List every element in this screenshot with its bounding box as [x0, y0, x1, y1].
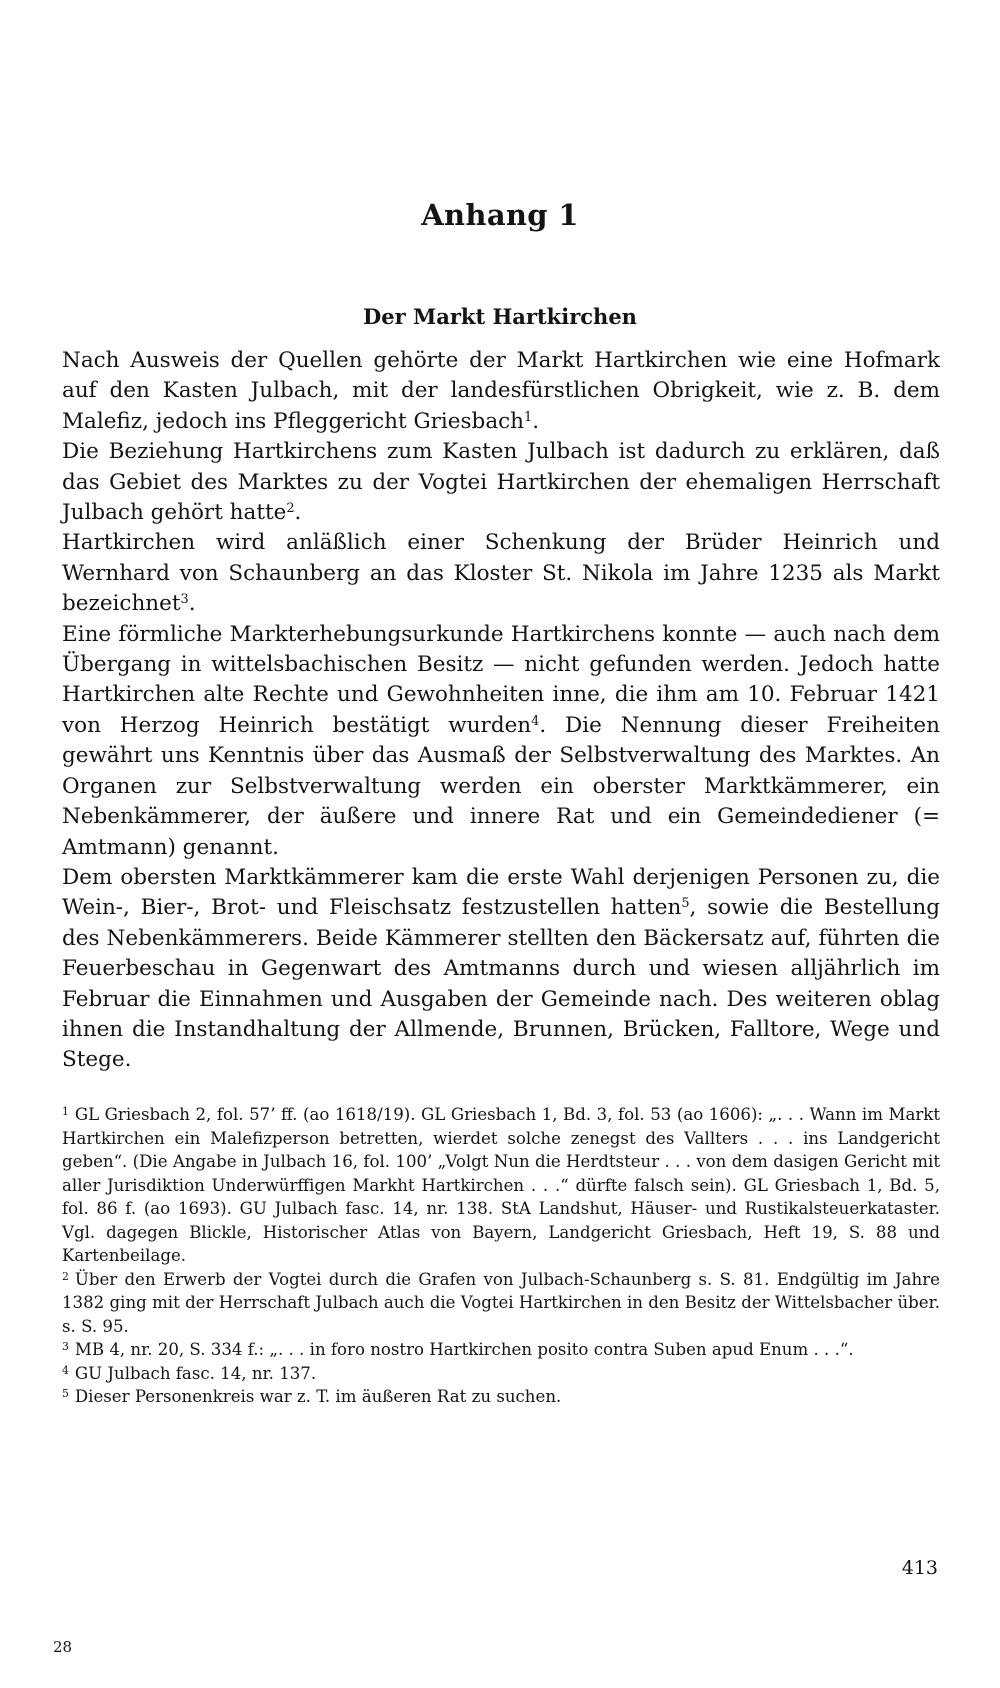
- footnote-ref-2: 2: [286, 500, 295, 516]
- footnote-mark: 4: [62, 1363, 69, 1377]
- footnotes: [62, 1103, 940, 1409]
- sheet-signature: 28: [53, 1638, 73, 1656]
- footnote-ref-1: 1: [524, 409, 533, 425]
- footnote-2: [62, 1268, 940, 1339]
- paragraph-text: Nach Ausweis der Quellen gehörte der Markt Hartkirchen wie eine Hofmark auf den Kasten Julbach, mit der landesfürstlichen Obrigkeit, wie z. B. dem Malefiz, jedoch ins Pfleggericht Griesbach: [62, 348, 940, 434]
- footnote-ref-5: 5: [681, 896, 690, 912]
- paragraph-text: , sowie die Bestellung des Nebenkämmerers. Beide Kämmerer stellten den Bäckersatz auf, führten die Feuerbeschau in Gegenwart des Amtmanns durch und wiesen alljährlich im Februar die Einnahmen und Ausgaben der Gemeinde nach. Des weiteren oblag ihnen die Instandhaltung der Allmende, Brunnen, Brücken, Falltore, Wege und Stege.: [62, 895, 941, 1073]
- paragraph-4: [62, 620, 940, 863]
- paragraph-text: .: [532, 408, 540, 434]
- paragraph-text: .: [188, 591, 196, 617]
- footnote-text: GL Griesbach 2, fol. 57’ ff. (ao 1618/19). GL Griesbach 1, Bd. 3, fol. 53 (ao 1606): „. . . Wann im Markt Hartkirchen ein Malefizperson betretten, wierdet solche zenegst des Vallters . . . ins Landgericht geben“. (Die Angabe in Julbach 16, fol. 100’ „Volgt Nun die Herdtsteur . . . von dem dasigen Gericht mit aller Jurisdiktion Underwürffigen Markht Hartkirchen . . .“ dürfte falsch sein). GL Griesbach 1, Bd. 5, fol. 86 f. (ao 1693). GU Julbach fasc. 14, nr. 138. StA Landshut, Häuser- und Rustikalsteuerkataster. Vgl. dagegen Blickle, Historischer Atlas von Bayern, Landgericht Griesbach, Heft 19, S. 88 und Kartenbeilage.: [62, 1105, 940, 1265]
- paragraph-text: Hartkirchen wird anläßlich einer Schenkung der Brüder Heinrich und Wernhard von Schaunberg an das Kloster St. Nikola im Jahre 1235 als Markt bezeichnet: [62, 530, 940, 617]
- footnote-text: Über den Erwerb der Vogtei durch die Grafen von Julbach-Schaunberg s. S. 81. Endgültig im Jahre 1382 ging mit der Herrschaft Julbach auch die Vogtei Hartkirchen in den Besitz der Wittelsbacher über. s. S. 95.: [62, 1269, 940, 1336]
- footnote-text: GU Julbach fasc. 14, nr. 137.: [74, 1363, 317, 1383]
- footnote-ref-4: 4: [531, 713, 540, 729]
- paragraph-text: .: [294, 500, 302, 526]
- footnote-mark: 3: [62, 1340, 69, 1354]
- paragraph-2: [62, 437, 940, 528]
- footnote-mark: 1: [62, 1105, 69, 1119]
- paragraph-5: [62, 863, 940, 1076]
- footnote-4: [62, 1362, 940, 1386]
- footnote-mark: 2: [62, 1269, 69, 1283]
- paragraph-text: Dem obersten Marktkämmerer kam die erste Wahl derjenigen Personen zu, die Wein-, Bier-, Brot- und Fleischsatz festzustellen hatten: [62, 864, 940, 921]
- footnote-mark: 5: [62, 1387, 69, 1401]
- paragraph-text: Eine förmliche Markterhebungsurkunde Hartkirchens konnte — auch nach dem Übergang in wittelsbachischen Besitz — nicht gefunden werden. Jedoch hatte Hartkirchen alte Rechte und Gewohnheiten inne, die ihm am 10. Februar 1421 von Herzog Heinrich bestätigt wurden: [62, 621, 940, 738]
- footnote-3: [62, 1338, 940, 1362]
- paragraph-text: . Die Nennung dieser Freiheiten gewährt uns Kenntnis über das Ausmaß der Selbstverwaltung des Marktes. An Organen zur Selbstverwaltung werden ein oberster Marktkämmerer, ein Nebenkämmerer, der äußere und innere Rat und ein Gemeindediener (= Amtmann) genannt.: [62, 712, 940, 860]
- footnote-text: MB 4, nr. 20, S. 334 f.: „. . . in foro nostro Hartkirchen posito contra Suben apud Enum . . .“.: [74, 1340, 854, 1359]
- paragraph-1: [62, 346, 940, 437]
- footnote-text: Dieser Personenkreis war z. T. im äußeren Rat zu suchen.: [74, 1387, 562, 1406]
- body-text: [62, 346, 940, 1076]
- paragraph-text: Die Beziehung Hartkirchens zum Kasten Julbach ist dadurch zu erklären, daß das Gebiet des Marktes zu der Vogtei Hartkirchen der ehemaligen Herrschaft Julbach gehört hatte: [62, 439, 940, 526]
- page-number: 413: [901, 1557, 938, 1579]
- chapter-title: Anhang 1: [421, 198, 579, 232]
- footnote-ref-3: 3: [180, 592, 189, 608]
- footnote-5: [62, 1385, 940, 1409]
- paragraph-3: [62, 528, 940, 619]
- footnote-1: [62, 1103, 940, 1268]
- section-title: Der Markt Hartkirchen: [363, 304, 637, 329]
